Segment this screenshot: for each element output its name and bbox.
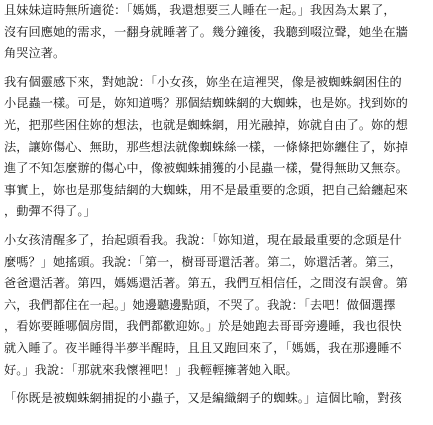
text-line: 小女孩清醒多了，抬起頭看我。我說：「妳知道，現在最最重要的念頭是什 bbox=[4, 232, 402, 247]
text-line: 事實上，妳也是那隻結網的大蜘蛛，用不是最重要的念頭，把自己給纏起來 bbox=[4, 182, 408, 197]
text-line: 六，我們都住在一起。」她邊聽邊點頭，不哭了。我說：「去吧！做個選擇 bbox=[4, 297, 396, 312]
paragraph-2 bbox=[4, 72, 432, 223]
text-line: 就入睡了。夜半睡得半夢半醒時，且且又跑回來了，「媽媽，我在那邊睡不 bbox=[4, 340, 402, 355]
paragraph-1 bbox=[4, 0, 432, 65]
paragraph-3 bbox=[4, 230, 432, 381]
document-page bbox=[4, 0, 432, 410]
text-line: 且妹妹這時無所適從：「媽媽，我還想要三人睡在一起。」我因為太累了， bbox=[4, 3, 396, 17]
text-line: 我有個靈感下來，對她說：「小女孩，妳坐在這裡哭，像是被蜘蛛網困住的 bbox=[4, 74, 402, 89]
text-line: ，看妳要睡哪個房間，我們都歡迎妳。」於是她跑去哥哥旁邊睡，我也很快 bbox=[4, 319, 402, 334]
text-line: 好。」我說：「那就來我懷裡吧！」我輕輕擁著她入眠。 bbox=[4, 362, 298, 377]
text-line: 角哭泣著。 bbox=[4, 46, 66, 61]
text-line: 麼嗎？」她搖頭。我說：「第一，樹哥哥還活著。第二，妳還活著。第三， bbox=[4, 254, 402, 269]
text-line: 小昆蟲一樣。可是，妳知道嗎？那個結蜘蛛網的大蜘蛛，也是妳。找到妳的 bbox=[4, 96, 408, 111]
text-line: 進了不知怎麼辦的傷心中，像被蜘蛛捕獲的小昆蟲一樣，覺得無助又無奈。 bbox=[4, 161, 408, 176]
text-line: 法，讓妳傷心、無助，那些想法就像蜘蛛絲一樣，一條條把妳纏住了，妳掉 bbox=[4, 139, 408, 154]
text-line: 「你既是被蜘蛛網捕捉的小蟲子，又是編織網子的蜘蛛。」這個比喻，對孩 bbox=[4, 391, 402, 406]
text-line: 光，把那些困住妳的想法，也就是蜘蛛網，用光融掉，妳就自由了。妳的想 bbox=[4, 117, 408, 132]
text-line: 沒有回應她的需求，一翻身就睡著了。幾分鐘後，我聽到啜泣聲，她坐在牆 bbox=[4, 24, 408, 39]
paragraph-4 bbox=[4, 388, 432, 410]
text-line: ，動彈不得了。」 bbox=[4, 204, 96, 219]
text-line: 爸爸還活著。第四，媽媽還活著。第五，我們互相信任，之間沒有誤會。第 bbox=[4, 276, 408, 291]
